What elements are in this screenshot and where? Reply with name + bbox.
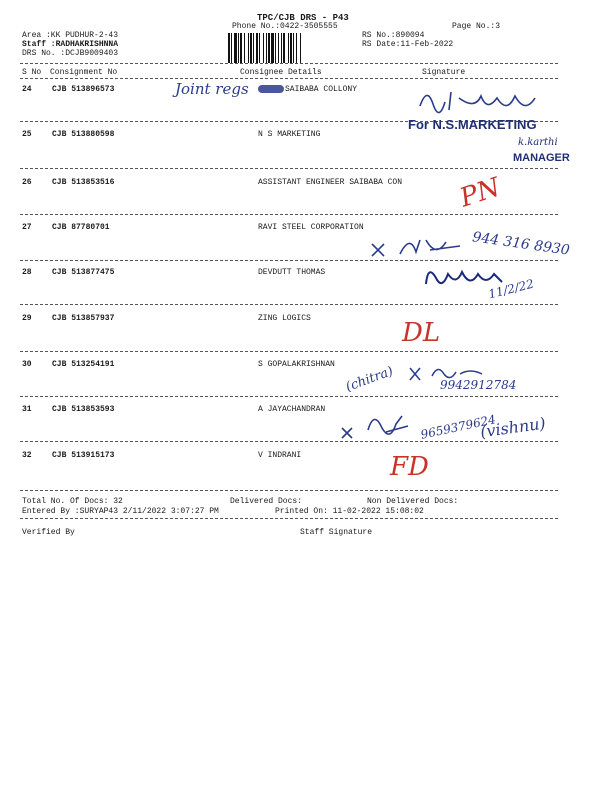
column-consignment: Consignment No — [50, 68, 118, 77]
divider — [20, 304, 558, 305]
table-row — [0, 405, 600, 419]
row-consignee: RAVI STEEL CORPORATION — [258, 223, 364, 232]
stamp-signature: k.karthi — [518, 137, 558, 148]
row-sno: 26 — [22, 178, 32, 187]
handwritten-note: Joint regs — [175, 80, 249, 98]
column-sno: S No — [22, 68, 42, 77]
handwritten-phone: 9659379624 — [419, 412, 497, 442]
divider — [20, 490, 558, 491]
rs-date: RS Date:11-Feb-2022 — [362, 40, 454, 49]
divider — [20, 168, 558, 169]
signature — [338, 408, 418, 444]
stamp-role: MANAGER — [513, 152, 570, 164]
row-consignment: CJB 513857937 — [52, 314, 115, 323]
row-consignment: CJB 513915173 — [52, 451, 115, 460]
row-sno: 32 — [22, 451, 32, 460]
row-consignee: V INDRANI — [258, 451, 302, 460]
row-consignee: N S MARKETING — [258, 130, 321, 139]
row-consignee: ASSISTANT ENGINEER SAIBABA CON — [258, 178, 403, 187]
delivered-docs: Delivered Docs: — [230, 497, 303, 506]
total-docs: Total No. Of Docs: 32 — [22, 497, 123, 506]
divider — [20, 214, 558, 215]
row-consignment: CJB 513853516 — [52, 178, 115, 187]
non-delivered-docs: Non Delivered Docs: — [367, 497, 459, 506]
scribble-mark — [258, 85, 284, 93]
signature — [370, 234, 470, 264]
document-title: TPC/CJB DRS - P43 — [257, 13, 349, 23]
divider — [20, 351, 558, 352]
row-sno: 29 — [22, 314, 32, 323]
area: Area :KK PUDHUR-2-43 — [22, 31, 119, 40]
table-row — [0, 314, 600, 328]
divider — [20, 396, 558, 397]
column-consignee: Consignee Details — [240, 68, 322, 77]
divider — [20, 260, 558, 261]
table-row — [0, 130, 600, 144]
row-sno: 25 — [22, 130, 32, 139]
handwritten-name: (chitra) — [343, 364, 396, 395]
row-sno: 24 — [22, 85, 32, 94]
divider — [20, 63, 558, 64]
barcode — [228, 33, 352, 63]
verified-by: Verified By — [22, 528, 75, 537]
handwritten-phone: 9942912784 — [440, 378, 517, 392]
row-consignee: S GOPALAKRISHNAN — [258, 360, 335, 369]
row-sno: 31 — [22, 405, 32, 414]
handwritten-phone: 944 316 8930 — [471, 229, 571, 259]
table-row — [0, 360, 600, 374]
signature — [415, 84, 555, 120]
row-sno: 27 — [22, 223, 32, 232]
divider — [20, 78, 558, 79]
phone-number: Phone No.:0422-3505555 — [232, 22, 338, 31]
row-consignment: CJB 513896573 — [52, 85, 115, 94]
row-consignee: SAIBABA COLLONY — [285, 85, 358, 94]
column-signature: Signature — [422, 68, 466, 77]
page-number: Page No.:3 — [452, 22, 501, 31]
handwritten-mark: FD — [390, 452, 429, 482]
row-sno: 30 — [22, 360, 32, 369]
handwritten-name: (vishnu) — [478, 413, 547, 442]
row-consignment: CJB 87780701 — [52, 223, 110, 232]
row-consignee: A JAYACHANDRAN — [258, 405, 326, 414]
handwritten-mark: DL — [402, 318, 441, 348]
handwritten-date: 11/2/22 — [486, 276, 536, 302]
entered-by: Entered By :SURYAP43 2/11/2022 3:07:27 PM — [22, 507, 219, 516]
printed-on: Printed On: 11-02-2022 15:08:02 — [275, 507, 424, 516]
handwritten-mark: PN — [456, 172, 504, 214]
table-row — [0, 451, 600, 465]
row-consignment: CJB 513880598 — [52, 130, 115, 139]
drs-number: DRS No. :DCJB9009403 — [22, 49, 119, 58]
row-consignment: CJB 513877475 — [52, 268, 115, 277]
row-consignment: CJB 513254191 — [52, 360, 115, 369]
staff-signature: Staff Signature — [300, 528, 373, 537]
staff-name: Staff :RADHAKRISHNNA — [22, 40, 119, 49]
row-sno: 28 — [22, 268, 32, 277]
table-row — [0, 178, 600, 192]
row-consignee: DEVDUTT THOMAS — [258, 268, 326, 277]
row-consignment: CJB 513853593 — [52, 405, 115, 414]
company-stamp: For N.S.MARKETING — [408, 117, 537, 132]
divider — [20, 518, 558, 519]
rs-number: RS No.:890094 — [362, 31, 425, 40]
row-consignee: ZING LOGICS — [258, 314, 311, 323]
divider — [20, 441, 558, 442]
